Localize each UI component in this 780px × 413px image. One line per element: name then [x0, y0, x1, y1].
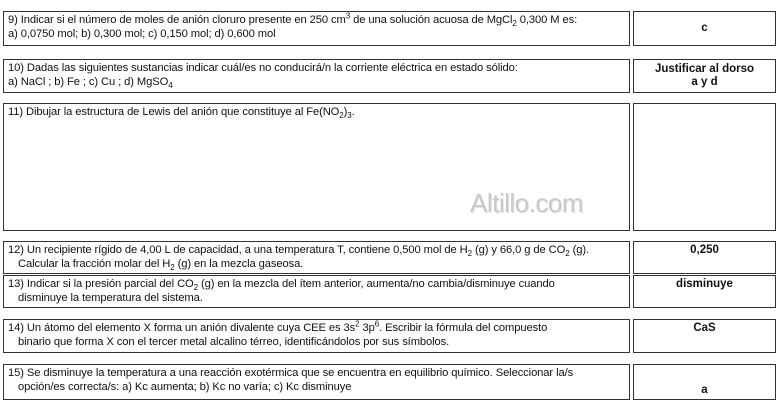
q12-answer: 0,250	[690, 244, 719, 256]
q9-answer-box	[633, 11, 776, 46]
q10-answer-line1: Justificar al dorso	[654, 62, 755, 75]
question-12	[3, 241, 630, 274]
q14-line1: 14) Un átomo del elemento X forma un anión divalente cuya CEE es $3s^2$ $3p^6$. Escribir la fórmula del compuesto	[8, 319, 548, 334]
q11-line1: 11) Dibujar la estructura de Lewis del anión que constituye al $Fe(NO_2)_3$.	[8, 106, 355, 121]
q10-answer-line2: a y d	[691, 76, 718, 88]
q15-answer-box	[633, 364, 776, 400]
q9-options: a) 0,0750 mol; b) 0,300 mol; c) 0,150 mol; d) 0,600 mol	[8, 27, 276, 40]
q9-answer: c	[701, 21, 708, 34]
question-9	[3, 11, 630, 46]
q13-line2: disminuye la temperatura del sistema.	[18, 291, 203, 304]
question-10	[3, 59, 630, 93]
question-14	[3, 319, 630, 353]
watermark-logo: Altillo.com	[470, 188, 583, 218]
q10-line1: 10) Dadas las siguientes sustancias indicar cuál/es no conducirá/n la corriente eléctrica en estado sólido:	[8, 62, 518, 74]
q14-line2: binario que forma X con el tercer metal alcalino térreo, identificándolos por sus símbolos.	[18, 335, 450, 348]
q13-line1: 13) Indicar si la presión parcial del $CO_2$ (g) en la mezcla del ítem anterior, aumenta/no cambia/disminuye cuando	[8, 278, 555, 293]
question-15	[3, 364, 630, 400]
q12-line2: Calcular la fracción molar del $H_2$ (g) en la mezcla gaseosa.	[18, 257, 304, 272]
q13-answer-box	[633, 275, 776, 308]
q15-answer: a	[701, 383, 708, 396]
q10-answer-box	[633, 59, 776, 93]
q14-answer-box	[633, 319, 776, 353]
q14-answer: CaS	[693, 322, 716, 334]
q11-answer-box	[633, 103, 776, 231]
q12-line1: 12) Un recipiente rígido de 4,00 L de capacidad, a una temperatura T, contiene 0,500 mol de $H_2$ (g) y 66,0 g de $CO_2$ (g).	[8, 244, 589, 259]
q15-line2: opción/es correcta/s: a) Kc aumenta; b) Kc no varía; c) Kc disminuye	[18, 380, 352, 393]
q12-answer-box	[633, 241, 776, 274]
q10-options: a) NaCl ; b) Fe ; c) Cu ; d) MgSO$_4$	[8, 75, 173, 90]
q9-line1: 9) Indicar si el número de moles de anión cloruro presente en 250 $cm^3$ de una solución acuosa de MgCl$_2$ 0,300 M es:	[8, 11, 578, 29]
question-13	[3, 275, 630, 308]
q15-line1: 15) Se disminuye la temperatura a una reacción exotérmica que se encuentra en equilibrio químico. Seleccionar la/s	[8, 367, 574, 379]
q13-answer: disminuye	[676, 278, 733, 290]
